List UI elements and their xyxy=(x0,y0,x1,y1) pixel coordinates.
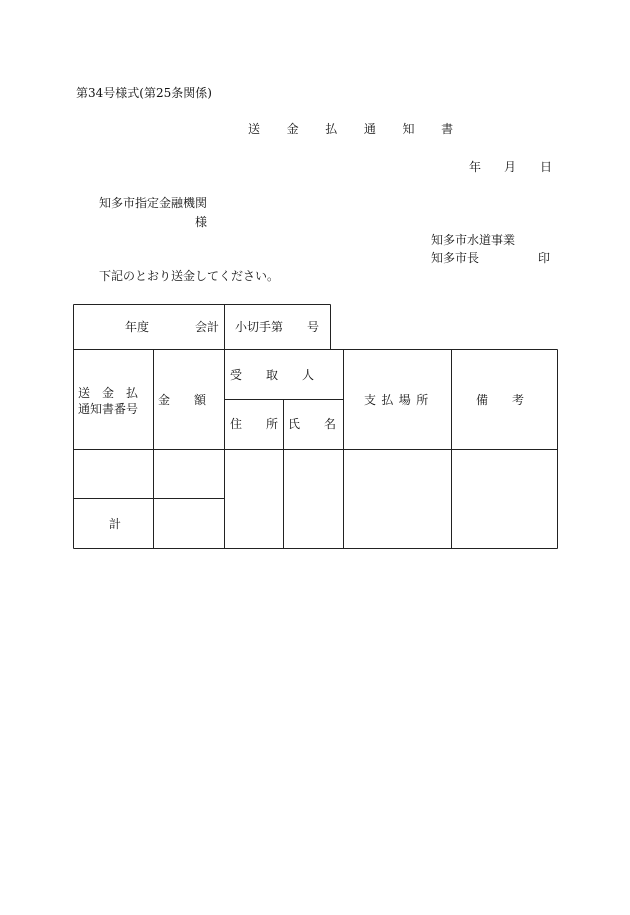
date-day-label: 日 xyxy=(540,160,553,174)
account-label: 会計 xyxy=(195,320,220,334)
total-label: 計 xyxy=(109,517,122,531)
sender-org: 知多市水道事業 xyxy=(431,233,516,247)
payment-place-header: 支払場所 xyxy=(364,393,434,407)
address-header: 住 所 xyxy=(230,417,279,431)
intro-text: 下記のとおり送金してください。 xyxy=(99,269,280,283)
amount-header: 金 額 xyxy=(158,393,207,407)
seal-mark: 印 xyxy=(538,251,551,265)
sender-title: 知多市長 xyxy=(431,251,480,265)
main-table-lines xyxy=(74,350,558,549)
date-month-label: 月 xyxy=(504,160,517,174)
payee-header: 受 取 人 xyxy=(230,368,315,382)
page-title: 送 金 払 通 知 書 xyxy=(248,122,465,136)
notice-number-header-line2: 通知書番号 xyxy=(78,402,139,416)
date-year-label: 年 xyxy=(469,160,482,174)
fiscal-year-label: 年度 xyxy=(125,320,150,334)
recipient-name: 知多市指定金融機関 xyxy=(99,196,208,210)
notice-number-header-line1: 送 金 払 xyxy=(78,386,139,400)
check-number-label: 小切手第 号 xyxy=(235,320,320,334)
remarks-header: 備 考 xyxy=(476,393,525,407)
recipient-honorific: 様 xyxy=(195,215,208,229)
form-number: 第34号様式(第25条関係) xyxy=(76,86,212,100)
name-header: 氏 名 xyxy=(288,417,337,431)
